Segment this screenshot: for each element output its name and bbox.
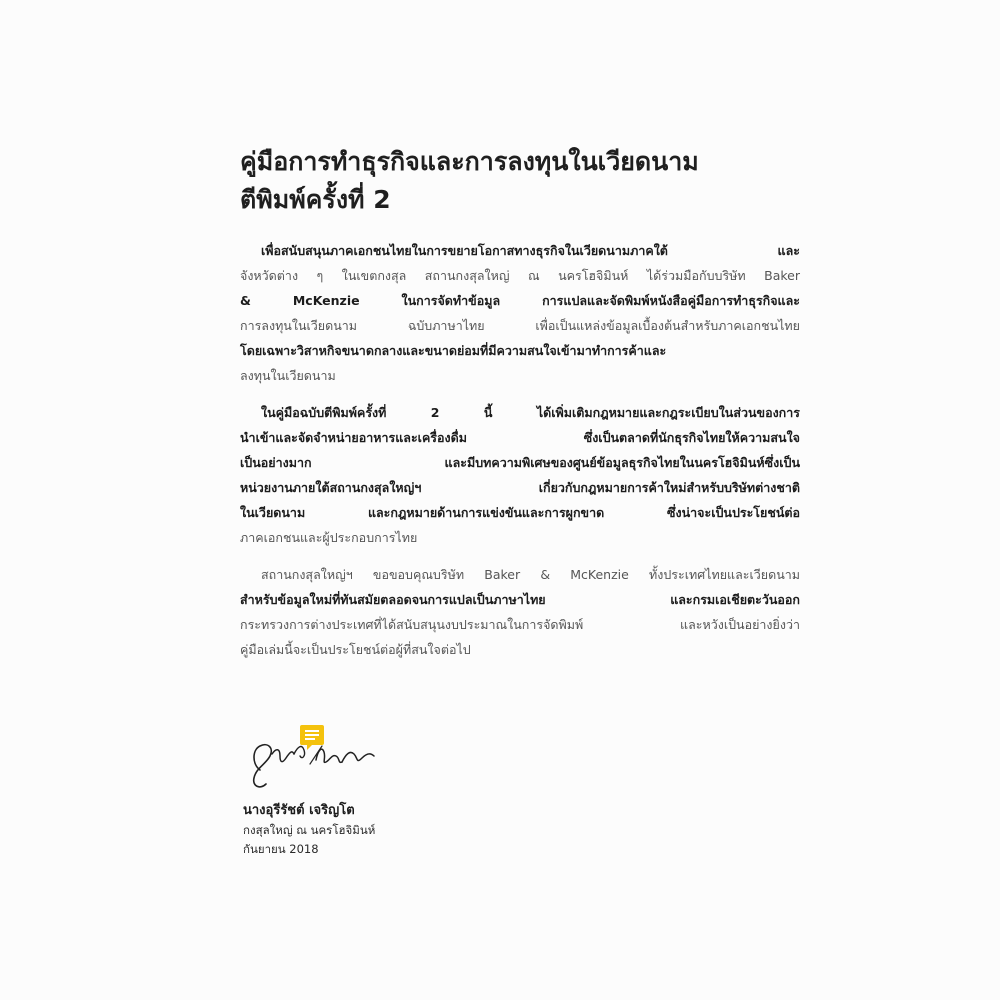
paragraph-line: โดยเฉพาะวิสาหกิจขนาดกลางและขนาดย่อมที่มีความสนใจเข้ามาทำการค้าและ [240, 343, 667, 358]
paragraph-line: เป็นอย่างมาก และมีบทความพิเศษของศูนย์ข้อมูลธุรกิจไทยในนครโฮจิมินห์ซึ่งเป็น [240, 455, 800, 470]
paragraph-line: ในคู่มือฉบับตีพิมพ์ครั้งที่ 2 นี้ ได้เพิ่มเติมกฎหมายและกฎระเบียบในส่วนของการ [261, 405, 800, 420]
title-line-1: คู่มือการทำธุรกิจและการลงทุนในเวียดนาม [240, 147, 699, 176]
paragraph-line: คู่มือเล่มนี้จะเป็นประโยชน์ต่อผู้ที่สนใจต่อไป [240, 642, 471, 657]
paragraph-line: สำหรับข้อมูลใหม่ที่ทันสมัยตลอดจนการแปลเป็นภาษาไทย และกรมเอเชียตะวันออก [240, 592, 800, 607]
paragraph-1 [240, 238, 800, 388]
signatory-name: นางอุรีรัชต์ เจริญโต [243, 803, 355, 818]
paragraph-line: หน่วยงานภายใต้สถานกงสุลใหญ่ฯ เกี่ยวกับกฎหมายการค้าใหม่สำหรับบริษัทต่างชาติ [240, 480, 800, 495]
document-title [240, 143, 840, 219]
signature-date: กันยายน 2018 [243, 842, 319, 856]
document-body [240, 238, 800, 662]
paragraph-line: สถานกงสุลใหญ่ฯ ขอขอบคุณบริษัท Baker & McKenzie ทั้งประเทศไทยและเวียดนาม [261, 567, 800, 582]
paragraph-line: การลงทุนในเวียดนาม ฉบับภาษาไทย เพื่อเป็นแหล่งข้อมูลเบื้องต้นสำหรับภาคเอกชนไทย [240, 318, 800, 333]
paragraph-line: จังหวัดต่าง ๆ ในเขตกงสุล สถานกงสุลใหญ่ ณ นครโฮจิมินห์ ได้ร่วมมือกับบริษัท Baker [240, 268, 800, 283]
paragraph-3 [240, 562, 800, 662]
title-line-2: ตีพิมพ์ครั้งที่ 2 [240, 185, 391, 214]
paragraph-line: นำเข้าและจัดจำหน่ายอาหารและเครื่องดื่ม ซึ่งเป็นตลาดที่นักธุรกิจไทยให้ความสนใจ [240, 430, 800, 445]
paragraph-line: ภาคเอกชนและผู้ประกอบการไทย [240, 530, 418, 545]
paragraph-line: ในเวียดนาม และกฎหมายด้านการแข่งขันและการผูกขาด ซึ่งน่าจะเป็นประโยชน์ต่อ [240, 505, 800, 520]
paragraph-line: & McKenzie ในการจัดทำข้อมูล การแปลและจัดพิมพ์หนังสือคู่มือการทำธุรกิจและ [240, 293, 800, 308]
handwritten-signature [246, 724, 386, 794]
note-icon[interactable] [299, 724, 325, 750]
paragraph-line: เพื่อสนับสนุนภาคเอกชนไทยในการขยายโอกาสทางธุรกิจในเวียดนามภาคใต้ และ [261, 243, 800, 258]
paragraph-line: ลงทุนในเวียดนาม [240, 368, 336, 383]
paragraph-line: กระทรวงการต่างประเทศที่ได้สนับสนุนงบประมาณในการจัดพิมพ์ และหวังเป็นอย่างยิ่งว่า [240, 617, 800, 632]
signatory-position: กงสุลใหญ่ ณ นครโฮจิมินห์ [243, 823, 376, 837]
paragraph-2 [240, 400, 800, 550]
